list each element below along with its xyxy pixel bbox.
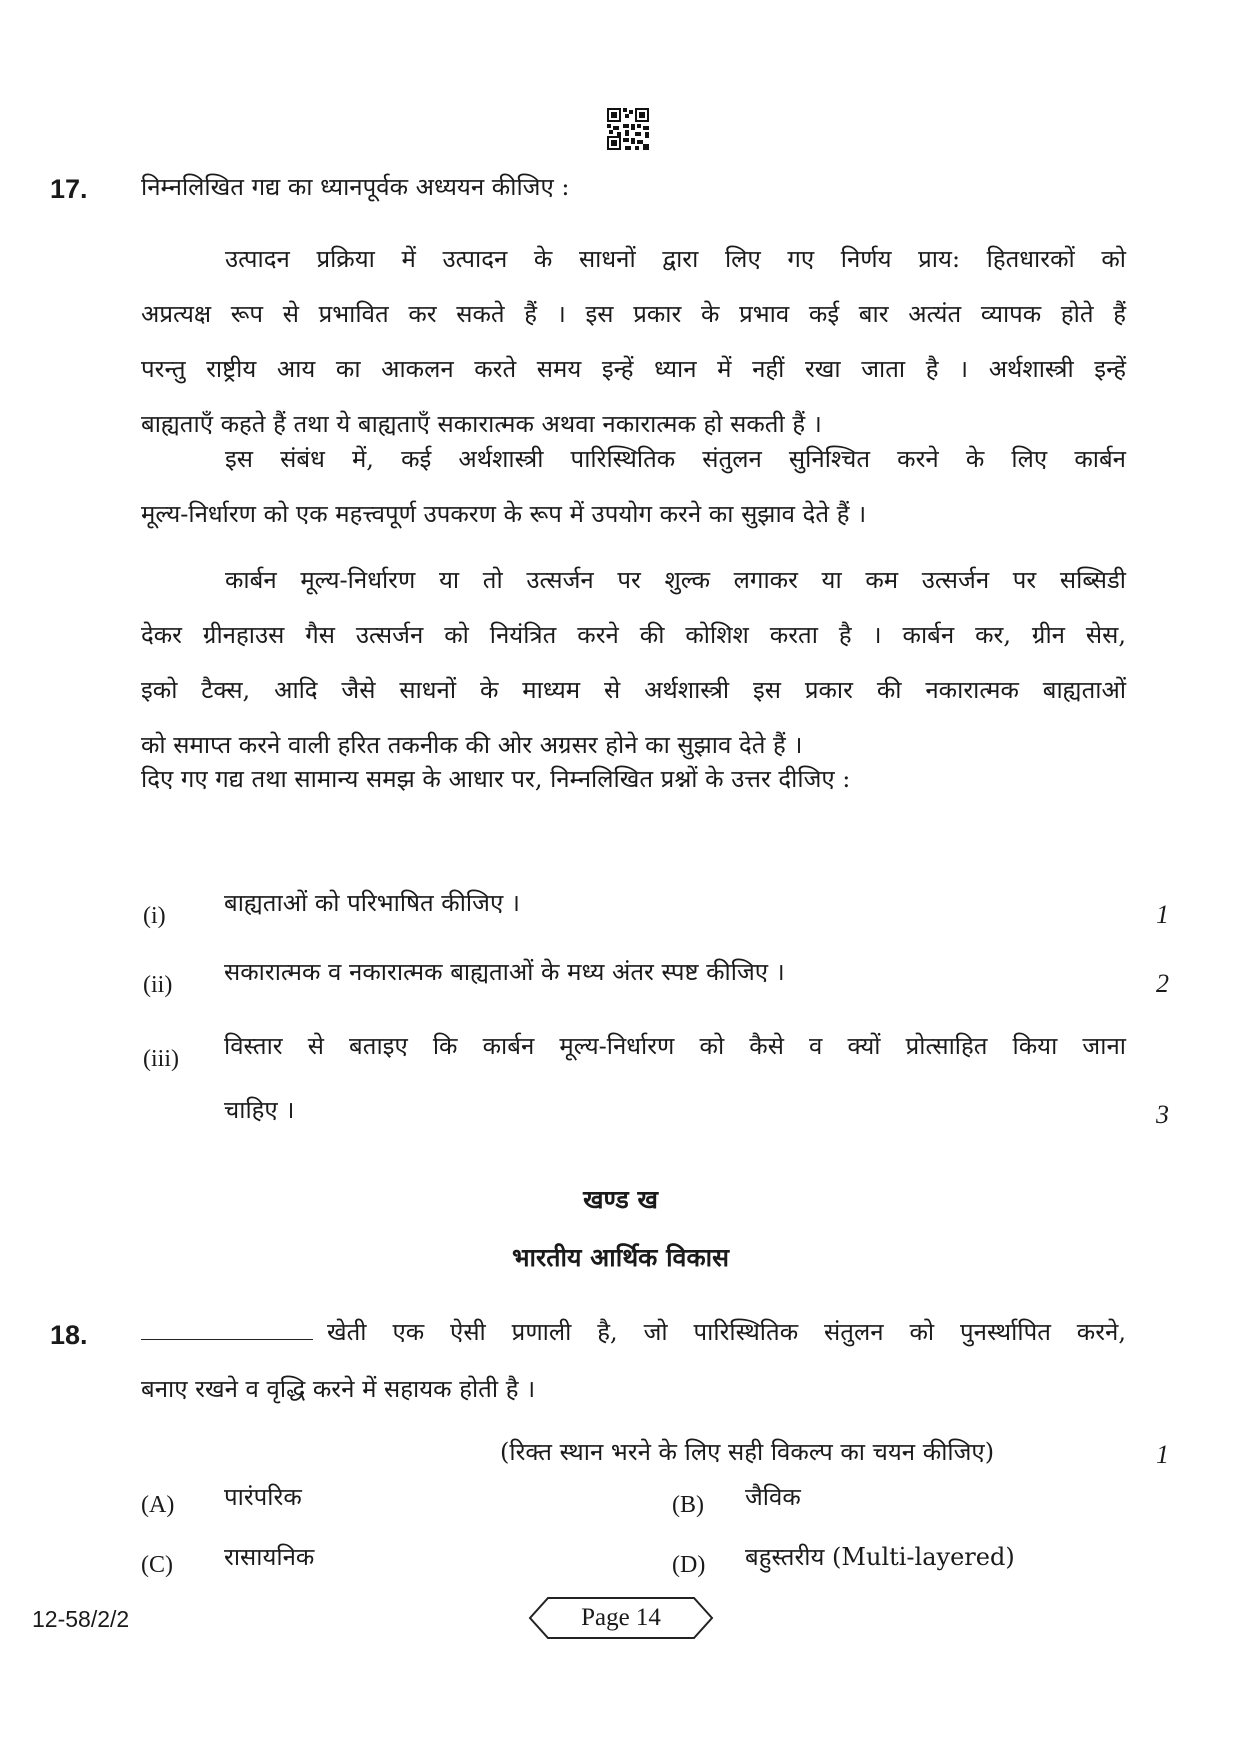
fill-in-blank (141, 1321, 313, 1340)
question-17-prompt: दिए गए गद्य तथा सामान्य समझ के आधार पर, निम्नलिखित प्रश्नों के उत्तर दीजिए : (141, 765, 851, 793)
passage-paragraph-3 (141, 553, 1126, 773)
marks-value: 1 (1156, 900, 1169, 929)
page-number: Page 14 (581, 1604, 661, 1631)
subquestion-number: (iii) (143, 1046, 179, 1072)
option-label: (D) (672, 1552, 706, 1578)
passage-paragraph-2 (141, 432, 1126, 542)
option-label: (C) (141, 1552, 173, 1578)
question-18-line: बनाए रखने व वृद्धि करने में सहायक होती है । (141, 1375, 536, 1403)
subquestion-text: बाह्यताओं को परिभाषित कीजिए । (224, 889, 520, 917)
subquestion-number: (i) (143, 903, 166, 929)
option-text: जैविक (745, 1483, 801, 1511)
option-text: पारंपरिक (224, 1483, 302, 1511)
passage-line: मूल्य-निर्धारण को एक महत्त्वपूर्ण उपकरण के रूप में उपयोग करने का सुझाव देते हैं । (141, 500, 867, 528)
subquestion-text: चाहिए । (224, 1096, 295, 1124)
qr-code-icon (607, 108, 649, 150)
section-subtitle: भारतीय आर्थिक विकास (511, 1243, 730, 1272)
marks-value: 3 (1156, 1100, 1169, 1129)
paper-code: 12-58/2/2 (32, 1606, 130, 1632)
question-17-number: 17. (50, 174, 88, 204)
option-label: (B) (672, 1492, 704, 1518)
question-17-instruction: निम्नलिखित गद्य का ध्यानपूर्वक अध्ययन कीजिए : (141, 173, 570, 201)
passage-line: उत्पादन प्रक्रिया में उत्पादन के साधनों द्वारा लिए गए निर्णय प्राय: हितधारकों को (225, 245, 1126, 273)
option-text: बहुस्तरीय (Multi-layered) (745, 1543, 1015, 1571)
passage-line: अप्रत्यक्ष रूप से प्रभावित कर सकते हैं । इस प्रकार के प्रभाव कई बार अत्यंत व्यापक होते हैं (141, 300, 1126, 328)
question-18-line (141, 1305, 1126, 1360)
option-label: (A) (141, 1492, 175, 1518)
question-18-number: 18. (50, 1320, 88, 1350)
passage-line: इको टैक्स, आदि जैसे साधनों के माध्यम से अर्थशास्त्री इस प्रकार की नकारात्मक बाह्यताओं (141, 676, 1126, 704)
passage-line: परन्तु राष्ट्रीय आय का आकलन करते समय इन्हें ध्यान में नहीं रखा जाता है । अर्थशास्त्री इन्हें (141, 355, 1126, 383)
passage-line: इस संबंध में, कई अर्थशास्त्री पारिस्थितिक संतुलन सुनिश्चित करने के लिए कार्बन (225, 445, 1126, 473)
subquestion-text: विस्तार से बताइए कि कार्बन मूल्य-निर्धारण को कैसे व क्यों प्रोत्साहित किया जाना (224, 1032, 1126, 1060)
passage-line: को समाप्त करने वाली हरित तकनीक की ओर अग्रसर होने का सुझाव देते हैं । (141, 731, 803, 759)
question-18-text: खेती एक ऐसी प्रणाली है, जो पारिस्थितिक संतुलन को पुनर्स्थापित करने, (327, 1318, 1126, 1346)
option-text: रासायनिक (224, 1543, 315, 1571)
subquestion-text: सकारात्मक व नकारात्मक बाह्यताओं के मध्य अंतर स्पष्ट कीजिए । (224, 958, 785, 986)
passage-line: कार्बन मूल्य-निर्धारण या तो उत्सर्जन पर शुल्क लगाकर या कम उत्सर्जन पर सब्सिडी (225, 566, 1126, 594)
subquestion-number: (ii) (143, 972, 173, 998)
passage-line: बाह्यताएँ कहते हैं तथा ये बाह्यताएँ सकारात्मक अथवा नकारात्मक हो सकती हैं । (141, 410, 822, 438)
passage-paragraph-1 (141, 232, 1126, 452)
question-18-instruction: (रिक्त स्थान भरने के लिए सही विकल्प का चयन कीजिए) (500, 1438, 995, 1466)
section-title: खण्ड ख (583, 1185, 658, 1214)
marks-value: 1 (1156, 1440, 1169, 1469)
passage-line: देकर ग्रीनहाउस गैस उत्सर्जन को नियंत्रित करने की कोशिश करता है । कार्बन कर, ग्रीन सेस, (141, 621, 1126, 649)
marks-value: 2 (1156, 969, 1169, 998)
